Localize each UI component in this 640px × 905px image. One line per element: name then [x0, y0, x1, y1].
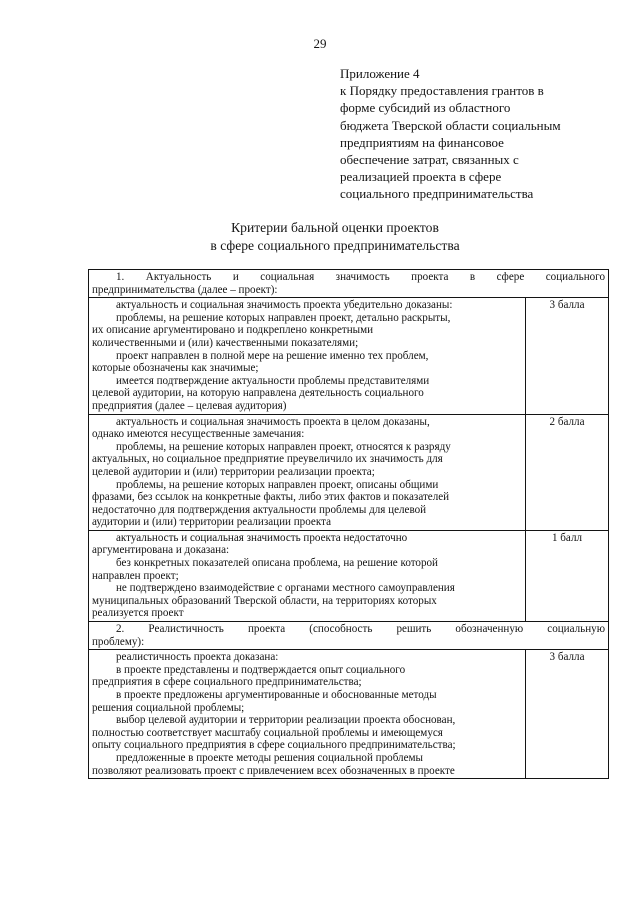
description-line: предприятия в сфере социального предпринимательства; — [92, 676, 362, 689]
score-value: 2 балла — [526, 414, 609, 530]
description-line: проект направлен в полной мере на решение именно тех проблем, — [116, 349, 429, 362]
score-level-row — [89, 414, 609, 530]
description-line: количественными и (или) качественными показателями; — [92, 336, 359, 349]
score-level-row — [89, 530, 609, 621]
appendix-line: социального предпринимательства — [340, 186, 534, 202]
description-line: актуальных, но социальное предприятие преувеличило их значимость для — [92, 453, 443, 466]
criterion-title-line: предпринимательства (далее – проект): — [92, 283, 278, 296]
description-line: аудитории и (или) территории реализации проекта — [92, 516, 331, 529]
score-value: 3 балла — [526, 650, 609, 779]
criterion-title-line: 2. Реалистичность проекта (способность решить обозначенную социальную — [116, 623, 606, 636]
criterion-header-row — [89, 270, 609, 298]
description-line: предложенные в проекте методы решения социальной проблемы — [116, 751, 423, 764]
description-line: целевой аудитории, на которую направлена деятельность социального — [92, 387, 424, 400]
description-line: проблемы, на решение которых направлен проект, описаны общими — [116, 478, 439, 491]
description-line: целевой аудитории и (или) территории реализации проекта; — [92, 465, 375, 478]
description-line: однако имеются несущественные замечания: — [92, 428, 305, 441]
description-line: их описание аргументировано и подкреплено конкретными — [92, 324, 374, 337]
score-level-row — [89, 650, 609, 779]
level-description — [89, 530, 526, 621]
description-line: решения социальной проблемы; — [92, 701, 245, 714]
description-line: опыту социального предприятия в сфере социального предпринимательства; — [92, 739, 456, 752]
score-value: 3 балла — [526, 298, 609, 414]
description-line: полностью соответствует масштабу социальной проблемы и имеющемуся — [92, 726, 443, 739]
level-description — [89, 298, 526, 414]
description-line: предприятия (далее – целевая аудитория) — [92, 399, 287, 412]
criterion-title-line: 1. Актуальность и социальная значимость проекта в сфере социального — [116, 271, 606, 283]
description-line: в проекте представлены и подтверждается опыт социального — [116, 663, 406, 676]
description-line: реализуется проект — [92, 607, 184, 620]
criteria-table — [88, 269, 609, 779]
description-line: в проекте предложены аргументированные и обоснованные методы — [116, 689, 437, 701]
description-line: без конкретных показателей описана проблема, на решение которой — [116, 557, 438, 570]
description-line: проблемы, на решение которых направлен проект, относятся к разряду — [116, 440, 451, 453]
description-line: недостаточно для подтверждения актуальности проблемы для целевой — [92, 503, 427, 516]
description-line: которые обозначены как значимые; — [92, 362, 259, 375]
description-line: аргументирована и доказана: — [92, 544, 230, 557]
appendix-line: предприятиям на финансовое — [340, 134, 504, 150]
criterion-title-line: проблему): — [92, 635, 145, 648]
description-line: позволяют реализовать проект с привлечением всех обозначенных в проекте — [92, 764, 455, 777]
appendix-line: бюджета Тверской области социальным — [340, 117, 561, 133]
appendix-line: к Порядку предоставления грантов в — [340, 83, 544, 99]
appendix-line: форме субсидий из областного — [340, 100, 511, 116]
description-line: актуальность и социальная значимость проекта в целом доказаны, — [116, 415, 430, 428]
appendix-line: реализацией проекта в сфере — [340, 169, 502, 185]
page-number: 29 — [313, 36, 327, 51]
score-level-row — [89, 298, 609, 414]
description-line: имеется подтверждение актуальности проблемы представителями — [116, 374, 430, 387]
criterion-title — [89, 622, 609, 650]
criterion-title — [89, 270, 609, 298]
level-description — [89, 650, 526, 779]
appendix-line: Приложение 4 — [340, 66, 420, 81]
description-line: не подтверждено взаимодействие с органами местного самоуправления — [116, 582, 455, 595]
appendix-header — [340, 65, 615, 203]
description-line: проблемы, на решение которых направлен проект, детально раскрыты, — [116, 311, 451, 324]
criterion-header-row — [89, 622, 609, 650]
appendix-line: обеспечение затрат, связанных с — [340, 152, 519, 168]
heading-line-1: Критерии бальной оценки проектов — [231, 220, 439, 235]
description-line: актуальность и социальная значимость проекта недостаточно — [116, 531, 408, 544]
document-heading — [90, 219, 580, 255]
description-line: реалистичность проекта доказана: — [116, 651, 279, 664]
description-line: муниципальных образований Тверской области, на территориях которых — [92, 594, 437, 607]
description-line: выбор целевой аудитории и территории реализации проекта обоснован, — [116, 714, 456, 727]
description-line: фразами, без ссылок на конкретные факты, либо этих фактов и показателей — [92, 491, 450, 504]
level-description — [89, 414, 526, 530]
score-value: 1 балл — [526, 530, 609, 621]
heading-line-2: в сфере социального предпринимательства — [210, 238, 460, 253]
description-line: направлен проект; — [92, 569, 179, 582]
description-line: актуальность и социальная значимость проекта убедительно доказаны: — [116, 299, 453, 312]
